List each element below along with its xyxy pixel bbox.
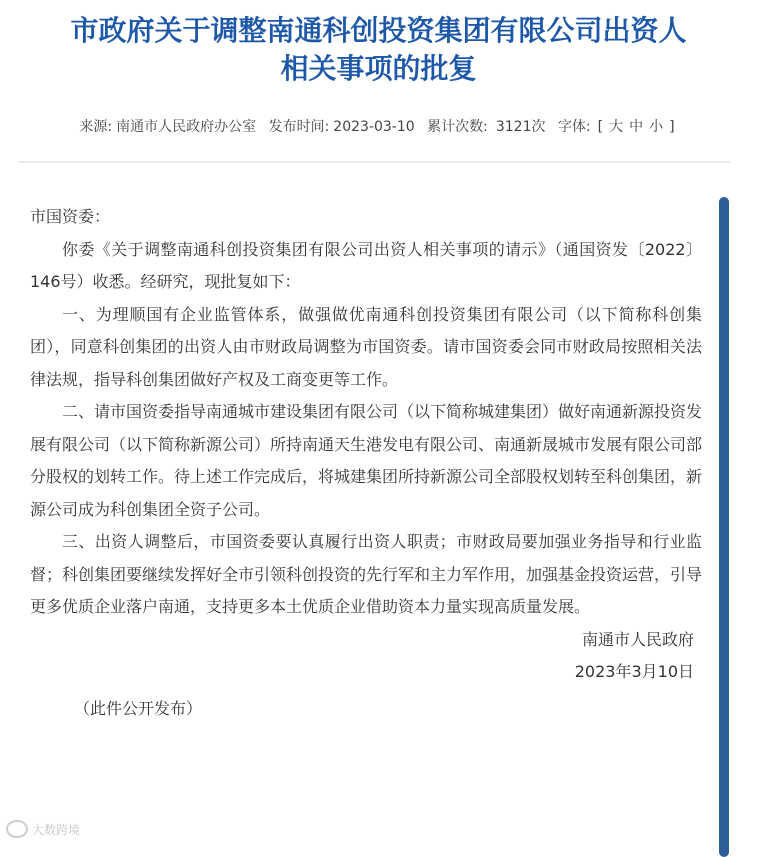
font-size-large-link[interactable]: 大 (609, 119, 624, 135)
source-value: 南通市人民政府办公室 (116, 119, 257, 135)
font-size-label: 字体: (557, 119, 591, 135)
paragraph-intro: 你委《关于调整南通科创投资集团有限公司出资人相关事项的请示》（通国资发〔2022〕146号）收悉。经研究，现批复如下： (30, 239, 702, 291)
title-line-1: 市政府关于调整南通科创投资集团有限公司出资人 (70, 14, 687, 47)
article-meta (0, 116, 757, 136)
views-value: 3121次 (495, 119, 546, 135)
scrollbar[interactable] (719, 197, 729, 857)
views-label: 累计次数: (427, 119, 488, 135)
date-label: 发布时间: (268, 119, 330, 135)
font-bracket-open: [ (597, 119, 604, 135)
scrollbar-thumb[interactable] (719, 197, 729, 857)
watermark-logo-icon (6, 820, 28, 838)
header-divider (18, 161, 730, 163)
paragraph-item-3: 三、出资人调整后，市国资委要认真履行出资人职责；市财政局要加强业务指导和行业监督；科创集团要继续发挥好全市引领科创投资的先行军和主力军作用，加强基金投资运营，引导更多优质企业落户南通，支持更多本土优质企业借助资本力量实现高质量发展。 (30, 532, 703, 616)
source-label: 来源: (79, 119, 113, 135)
paragraph-item-1: 一、为理顺国有企业监管体系，做强做优南通科创投资集团有限公司（以下简称科创集团），同意科创集团的出资人由市财政局调整为市国资委。请市国资委会同市财政局按照相关法律法规，指导科创集团做好产权及工商变更等工作。 (30, 304, 702, 389)
article-body (30, 201, 702, 725)
font-size-control (595, 119, 678, 135)
sign-date: 2023年3月10日 (574, 662, 694, 681)
article-title (0, 12, 757, 88)
watermark-text: 大数跨境 (32, 822, 81, 837)
date-value: 2023-03-10 (333, 119, 415, 135)
paragraph-item-2: 二、请市国资委指导南通城市建设集团有限公司（以下简称城建集团）做好南通新源投资发展有限公司（以下简称新源公司）所持南通天生港发电有限公司、南通新晟城市发展有限公司部分股权的划转工作。待上述工作完成后，将城建集团所持新源公司全部股权划转至科创集团，新源公司成为科创集团全资子公司。 (30, 402, 703, 519)
font-size-medium-link[interactable]: 中 (629, 119, 644, 135)
publication-note: （此件公开发布） (74, 698, 203, 718)
title-line-2: 相关事项的批复 (280, 52, 477, 85)
signature: 南通市人民政府 (581, 629, 694, 649)
salutation: 市国资委： (30, 207, 111, 226)
font-bracket-close: ] (669, 119, 675, 135)
watermark (6, 820, 80, 838)
font-size-small-link[interactable]: 小 (649, 119, 664, 135)
